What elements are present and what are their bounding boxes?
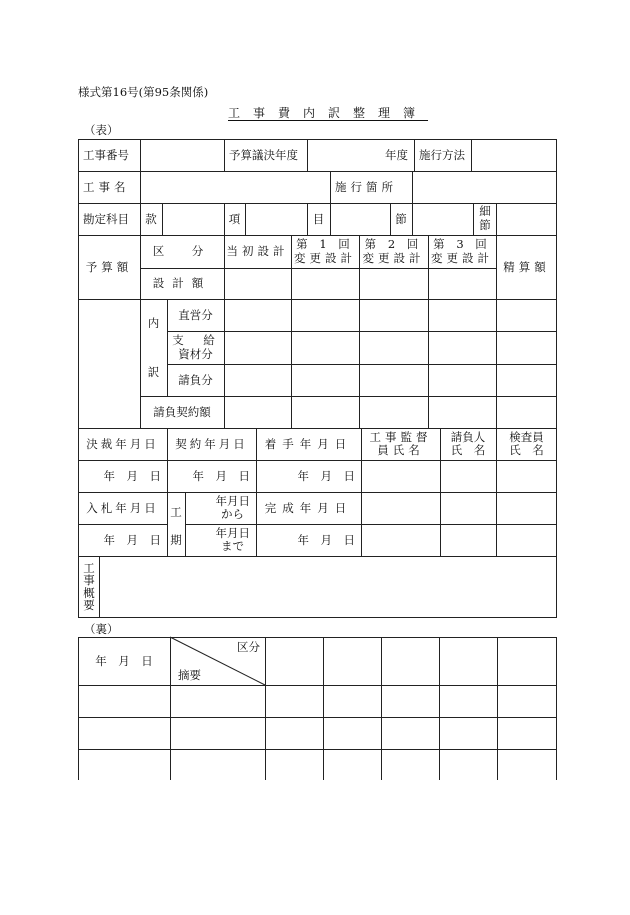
henko-3-line1: 第 3 回: [433, 237, 491, 252]
label-keiyaku-nengappi: 契約年月日: [175, 436, 248, 451]
label-kansei-nengappi: 完成年月日: [264, 500, 353, 515]
label-kessai-nengappi: 決裁年月日: [86, 436, 159, 451]
label-kanjo-kamoku: 勘定科目: [83, 211, 129, 226]
label-koji-bango: 工事番号: [83, 147, 129, 162]
label-uchi: 内: [147, 315, 160, 330]
label-setsu: 節: [395, 211, 407, 226]
label-ukeoi-bun: 請負分: [178, 372, 213, 387]
label-koji-kantoku: [361, 428, 440, 460]
front-label: （表）: [84, 123, 119, 137]
label-nyusatsu-nengappi: 入札年月日: [86, 500, 159, 515]
koki-kara: [185, 492, 256, 524]
kara-line2: から: [221, 507, 244, 521]
made-line1: 年月日: [215, 525, 250, 540]
kantoku-line2: 員氏名: [377, 443, 424, 457]
henko-1-line1: 第 1 回: [296, 237, 354, 252]
label-henko-2: [359, 235, 428, 268]
page-title: 工事費内訳整理簿: [228, 106, 429, 120]
label-kan: 款: [145, 211, 157, 226]
label-seko-kasho: 施行箇所: [335, 179, 397, 194]
label-kensain: [496, 428, 557, 460]
kessai-date: 年 月 日: [103, 468, 161, 483]
form-number: 様式第16号(第95条関係): [78, 85, 209, 99]
back-date-header: 年 月 日: [95, 653, 153, 668]
label-seisan-gaku: 精算額: [503, 259, 550, 274]
henko-2-line2: 変更設計: [362, 250, 425, 265]
label-seko-hoho: 施行方法: [419, 147, 465, 162]
label-moku: 目: [312, 211, 325, 226]
label-yosan-giketsu-nendo: 予算議決年度: [229, 147, 298, 162]
label-henko-1: [291, 235, 359, 268]
label-kubun: 区 分: [152, 244, 212, 259]
made-line2: まで: [221, 539, 244, 553]
koki-made: [185, 524, 256, 556]
label-koki-2: 期: [170, 532, 182, 547]
chakushu-date: 年 月 日: [297, 468, 355, 483]
label-koji-mei: 工事名: [83, 179, 130, 194]
kensain-line2: 氏 名: [509, 443, 544, 457]
nyusatsu-date: 年 月 日: [103, 532, 161, 547]
ukeoinin-line1: 請負人: [450, 429, 486, 444]
back-tekiyo-header: 摘要: [178, 668, 201, 682]
label-henko-3: [428, 235, 496, 268]
back-label: （裏）: [84, 622, 119, 636]
keiyaku-date: 年 月 日: [192, 468, 250, 483]
label-koji-gaiyo: 工事概要: [83, 561, 95, 612]
label-yosan-gaku: 予算額: [85, 259, 133, 274]
label-shikyu-shizai: [167, 331, 224, 364]
kensain-line1: 検査員: [509, 429, 544, 444]
label-ukeoinin: [440, 428, 496, 460]
label-sekkei-gaku: 設計額: [152, 276, 212, 291]
henko-3-line2: 変更設計: [431, 250, 493, 265]
label-nendo: 年度: [385, 147, 408, 162]
kara-line1: 年月日: [215, 493, 250, 508]
label-chakushu-nengappi: 着手年月日: [264, 436, 353, 451]
back-kubun-header: 区分: [237, 640, 260, 654]
label-saimoku: 細節: [479, 204, 491, 232]
label-koki-1: 工: [170, 504, 182, 519]
shikyu-line2: 資材分: [178, 346, 213, 361]
shikyu-line1: 支 給: [172, 333, 219, 348]
henko-1-line2: 変更設計: [294, 250, 356, 265]
kantoku-line1: 工事監督: [369, 429, 432, 444]
label-tosho-sekkei: 当初設計: [226, 244, 289, 259]
kansei-date: 年 月 日: [297, 532, 355, 547]
label-ko: 項: [228, 211, 241, 226]
label-ukeoi-keiyaku-gaku: 請負契約額: [153, 404, 211, 419]
label-wake: 訳: [147, 365, 160, 380]
ukeoinin-line2: 氏 名: [450, 443, 486, 457]
henko-2-line1: 第 2 回: [364, 237, 423, 252]
label-chokuei: 直営分: [178, 307, 213, 322]
